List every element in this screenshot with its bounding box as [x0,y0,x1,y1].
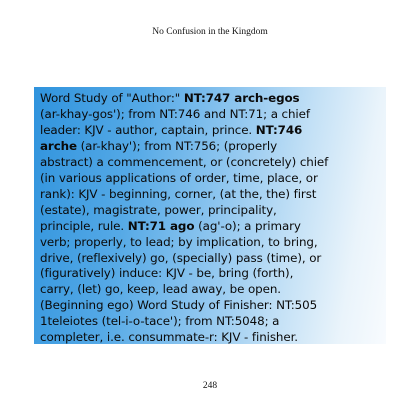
word-study-image [34,87,386,344]
study-term: NT:747 arch-egos [183,91,300,105]
study-text: abstract) a commencement, or (concretely) chief [40,154,329,169]
study-line [40,107,382,123]
study-line [40,123,382,139]
study-text: 1teleiotes (tel-i-o-tace'); from NT:5048; a [40,314,280,329]
study-term: arche [40,138,77,153]
study-line [40,219,382,235]
study-text: completer, i.e. consummate-r: KJV - finisher. [40,330,298,344]
study-line [40,155,382,171]
study-line [40,266,382,282]
study-line [40,314,382,330]
study-text: (figuratively) induce: KJV - be, bring (forth), [40,266,294,281]
study-text: (Beginning ego) Word Study of Finisher: NT:505 [40,298,318,313]
study-text: rank): KJV - beginning, corner, (at the, the) first [40,186,317,201]
study-line [40,282,382,298]
study-text: (in various applications of order, time, place, or [40,170,318,185]
study-text: Word Study of "Author:" [40,91,184,105]
study-text: drive, (reflexively) go, (specially) pass (time), or [40,250,322,265]
study-text: leader: KJV - author, captain, prince. [40,122,256,137]
study-term: NT:746 [255,122,303,137]
page-number: 248 [202,381,218,391]
study-line [40,251,382,267]
study-line [40,171,382,187]
study-line [40,139,382,155]
running-header: No Confusion in the Kingdom [152,27,268,37]
study-line [40,330,382,344]
study-text: (estate), magistrate, power, principality, [40,202,277,217]
study-line [40,203,382,219]
study-term: NT:71 ago [127,218,195,233]
study-text: (ar-khay'); from NT:756; (properly [76,138,278,153]
study-line [40,91,382,107]
study-text: verb; properly, to lead; by implication, to bring, [40,234,318,249]
study-text: (ar-khay-gos'); from NT:746 and NT:71; a chief [40,106,310,121]
study-text: carry, (let) go, keep, lead away, be open. [40,282,281,297]
study-line [40,235,382,251]
study-text: principle, rule. [40,218,128,233]
study-text: (ag'-o); a primary [194,218,301,233]
study-line [40,187,382,203]
study-line [40,298,382,314]
